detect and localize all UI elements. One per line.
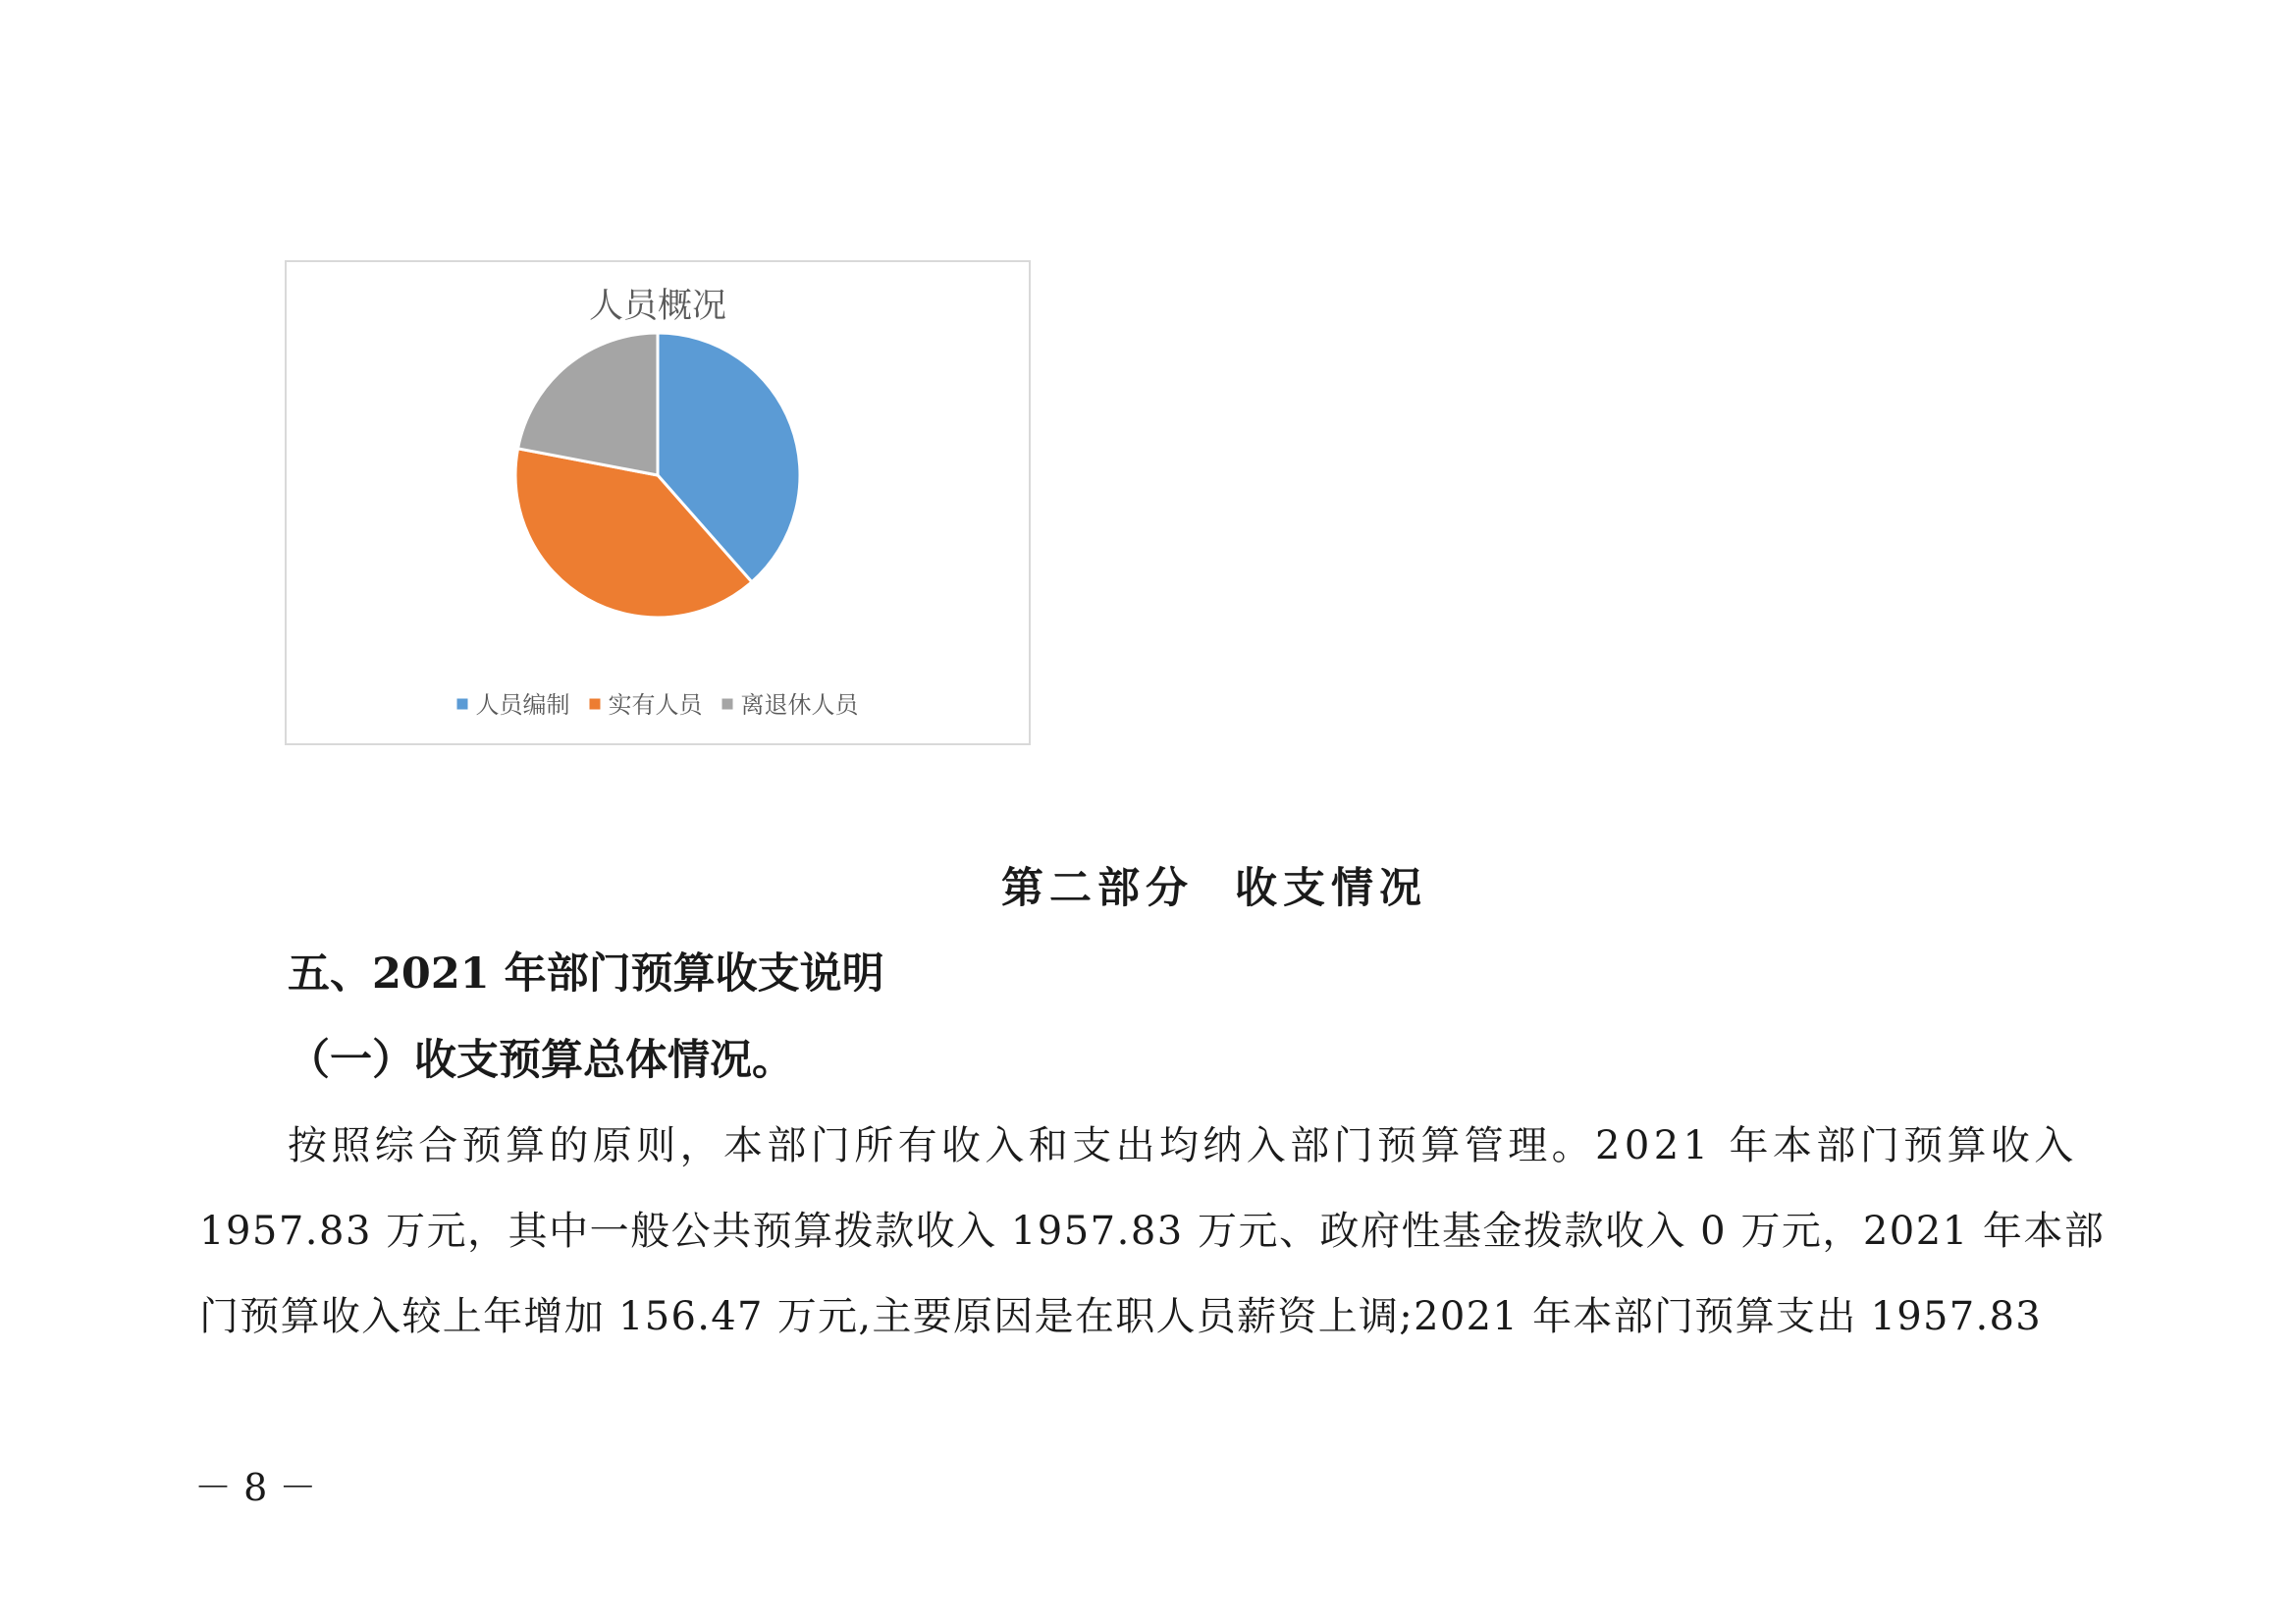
- legend-swatch-1: [457, 699, 468, 710]
- paragraph-line-3: 门预算收入较上年增加 156.47 万元,主要原因是在职人员薪资上调;2021 年本部门预算支出 1957.83: [199, 1294, 2043, 1339]
- pie-slices: [515, 333, 800, 618]
- section-title: 第二部分 收支情况: [1001, 864, 1427, 913]
- legend-label-2: 实有人员: [608, 691, 703, 719]
- legend-swatch-2: [590, 699, 601, 710]
- page-number: － 8 －: [194, 1466, 317, 1509]
- paragraph-line-1: 按照综合预算的原则，本部门所有收入和支出均纳入部门预算管理。2021 年本部门预算收入: [288, 1123, 2078, 1168]
- pie-chart-svg: [287, 262, 1029, 743]
- chart-title: 人员概况: [588, 287, 727, 326]
- pie-slice-3: [518, 333, 658, 475]
- legend-swatch-3: [722, 699, 733, 710]
- paragraph-line-2: 1957.83 万元，其中一般公共预算拨款收入 1957.83 万元、政府性基金拨款收入 0 万元，2021 年本部: [199, 1209, 2106, 1254]
- chart-legend: [457, 691, 861, 719]
- pie-chart: [285, 260, 1031, 745]
- legend-label-3: 离退休人员: [740, 691, 859, 719]
- subsection-heading: （一）收支预算总体情况。: [288, 1036, 794, 1085]
- legend-label-1: 人员编制: [475, 691, 570, 719]
- section-heading: 五、2021 年部门预算收支说明: [288, 949, 884, 999]
